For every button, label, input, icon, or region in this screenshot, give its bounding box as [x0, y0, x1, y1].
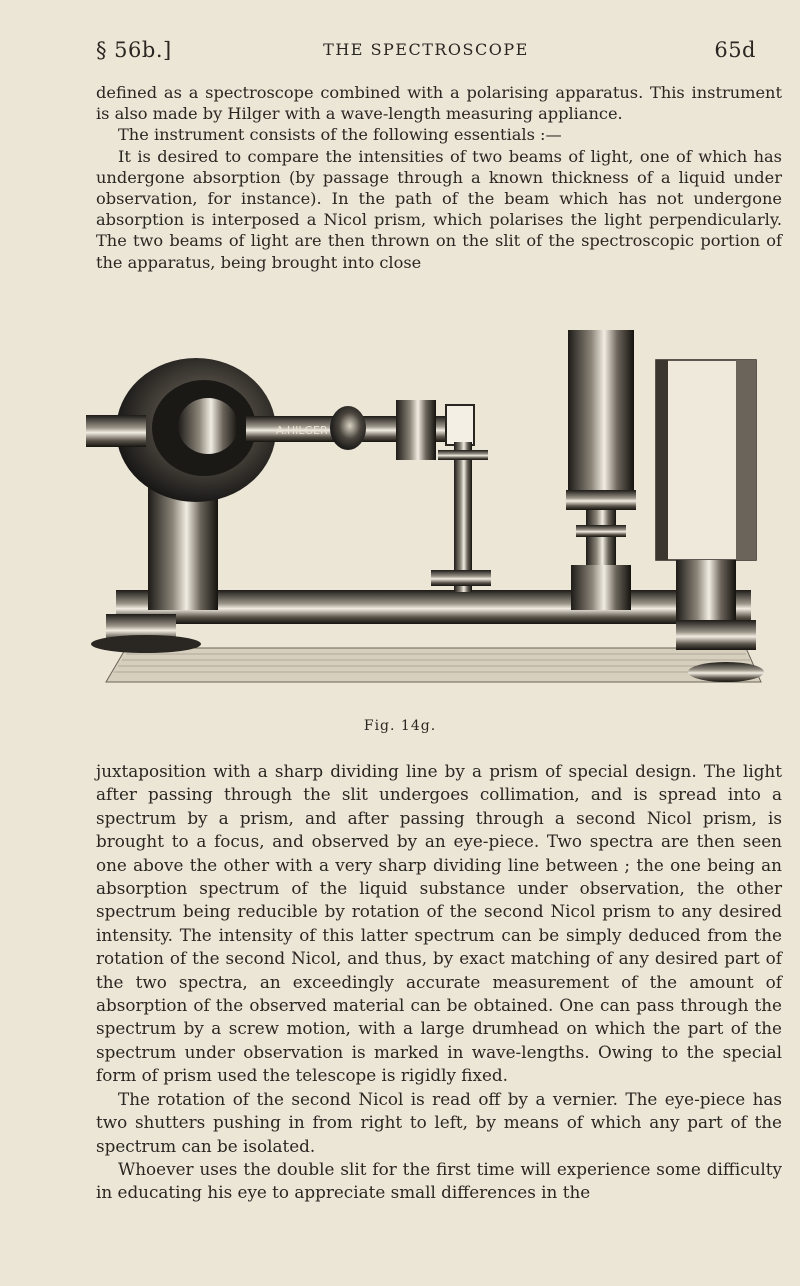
page-number: 65d	[714, 38, 756, 62]
body-text-top	[96, 82, 782, 273]
paragraph: Whoever uses the double slit for the first time will experience some difficulty in educating his eye to appreciate small differences in the	[96, 1158, 782, 1203]
section-reference: § 56b.]	[96, 38, 172, 62]
spectroscope-illustration	[86, 330, 776, 715]
paragraph: defined as a spectroscope combined with a polarising apparatus. This instrument is also made by Hilger with a wave-length measuring appliance.	[96, 83, 782, 124]
figure-caption: Fig. 14g.	[363, 718, 437, 734]
paragraph: juxtaposition with a sharp dividing line by a prism of special design. The light after passing through the slit undergoes collimation, and is spread into a spectrum by a prism, and after passing through a second Nicol prism, is brought to a focus, and observed by an eye-piece. Two spectra are then seen one above the other with a very sharp dividing line between ; the one being an absorption spectrum of the liquid substance under observation, the other spectrum being reducible by rotation of the second Nicol prism to any desired intensity. The intensity of this latter spectrum can be simply deduced from the rotation of the second Nicol, and thus, by exact matching of any desired part of the two spectra, an exceedingly accurate measurement of the amount of absorption of the observed material can be obtained. One can pass through the spectrum by a screw motion, with a large drumhead on which the part of the spectrum under observation is marked in wave-lengths. Owing to the special form of prism used the telescope is rigidly fixed.	[96, 761, 782, 1086]
paragraph: The rotation of the second Nicol is read off by a vernier. The eye-piece has two shutters pushing in from right to left, by means of which any part of the spectrum can be isolated.	[96, 1088, 782, 1156]
paragraph: It is desired to compare the intensities of two beams of light, one of which has undergone absorption (by passage through a known thickness of a liquid under observation, for instance). In the path of the beam which has not undergone absorption is interposed a Nicol prism, which polarises the light perpendicularly. The two beams of light are then thrown on the slit of the spectroscopic portion of the apparatus, being brought into close	[96, 146, 782, 272]
running-header	[96, 38, 756, 68]
running-title: THE SPECTROSCOPE	[323, 40, 529, 59]
instrument-label: A.HILGER	[276, 424, 328, 437]
body-text-bottom	[96, 760, 782, 1205]
paragraph: The instrument consists of the following essentials :—	[118, 125, 562, 145]
